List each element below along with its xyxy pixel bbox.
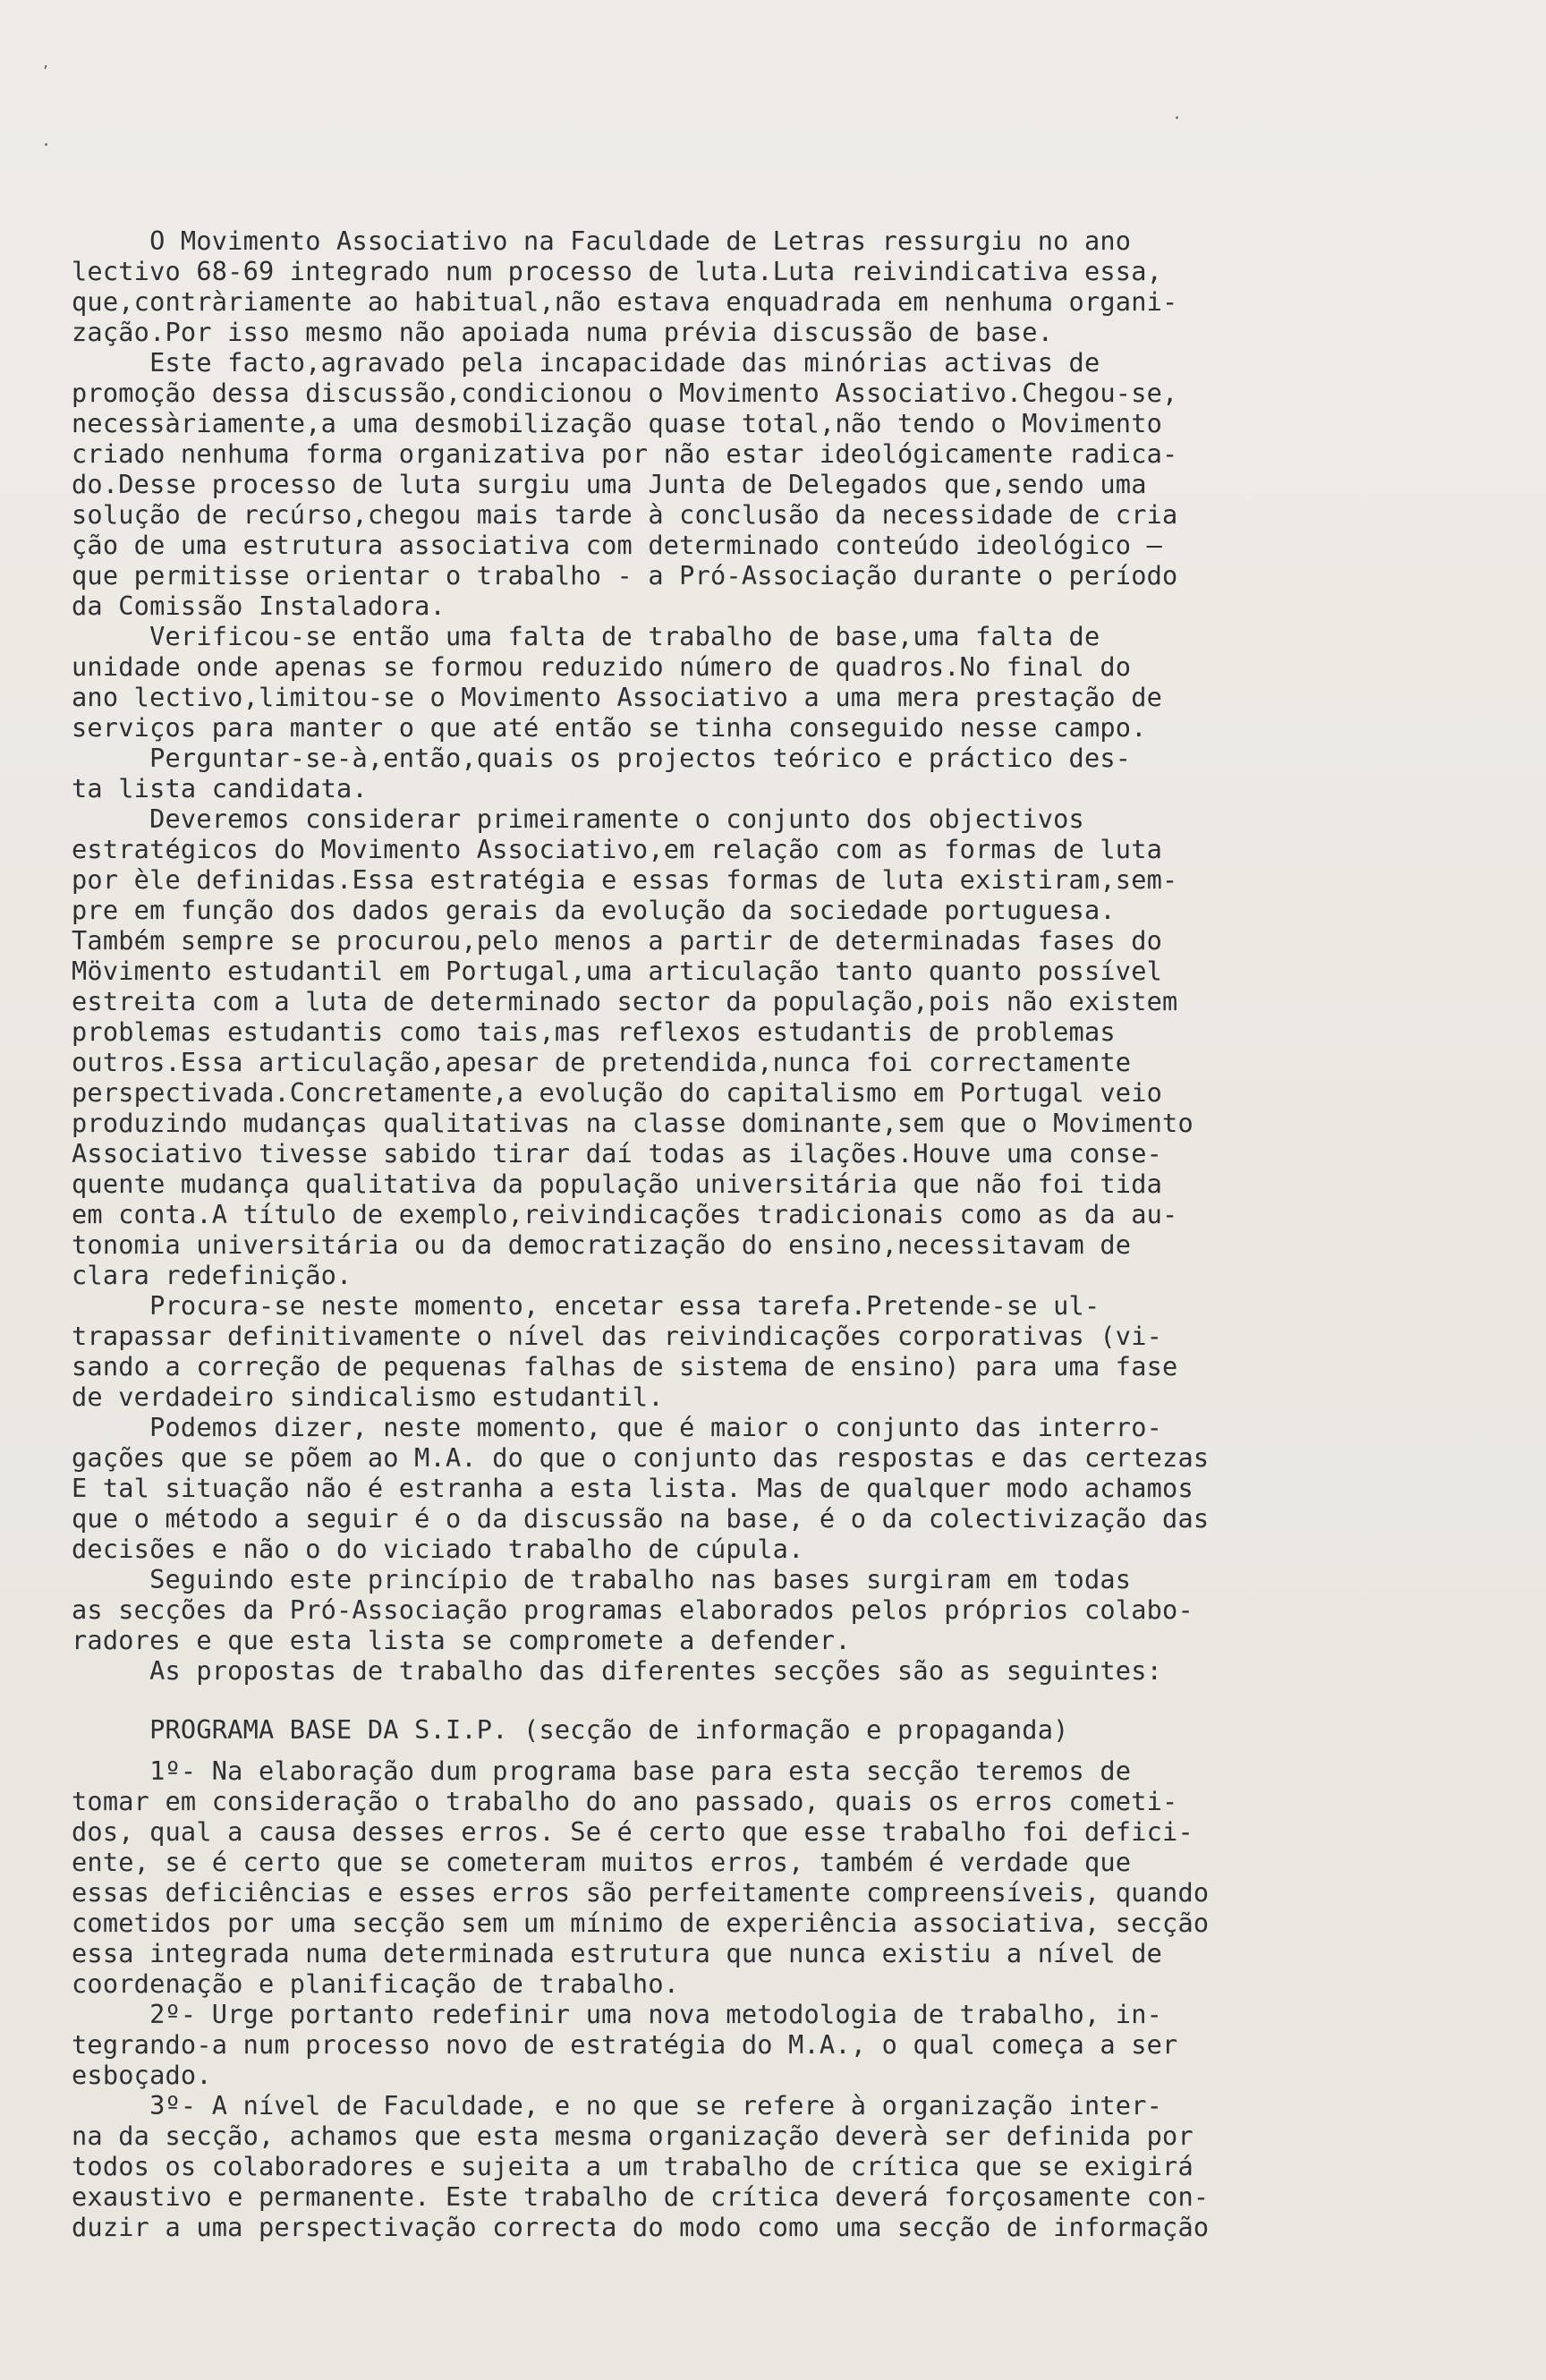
text-line: exaustivo e permanente. Este trabalho de crítica deverá forçosamente con-: [72, 2181, 1210, 2212]
text-line: decisões e não o do viciado trabalho de cúpula.: [72, 1534, 804, 1564]
text-line: Deveremos considerar primeiramente o conjunto dos objectivos: [72, 803, 1084, 834]
text-line: E tal situação não é estranha a esta lista. Mas de qualquer modo achamos: [72, 1473, 1193, 1503]
text-line: estratégicos do Movimento Associativo,em relação com as formas de luta: [72, 834, 1163, 864]
text-line: As propostas de trabalho das diferentes secções são as seguintes:: [72, 1655, 1163, 1686]
text-line: problemas estudantis como tais,mas reflexos estudantis de problemas: [72, 1016, 1116, 1047]
text-line: Verificou-se então uma falta de trabalho de base,uma falta de: [72, 621, 1100, 651]
intro-section: [72, 225, 1431, 1686]
text-line: zação.Por isso mesmo não apoiada numa prévia discussão de base.: [72, 317, 1054, 347]
text-line: 2º- Urge portanto redefinir uma nova metodologia de trabalho, in-: [72, 1999, 1163, 2029]
text-line: outros.Essa articulação,apesar de pretendida,nunca foi correctamente: [72, 1047, 1132, 1077]
text-line: ano lectivo,limitou-se o Movimento Associativo a uma mera prestação de: [72, 682, 1163, 712]
text-line: Também sempre se procurou,pelo menos a partir de determinadas fases do: [72, 925, 1163, 956]
text-line: essa integrada numa determinada estrutura que nunca existiu a nível de: [72, 1938, 1163, 1968]
text-line: lectivo 68-69 integrado num processo de luta.Luta reivindicativa essa,: [72, 256, 1163, 286]
text-line: esboçado.: [72, 2060, 212, 2090]
margin-mark: ’: [43, 63, 48, 81]
text-line: duzir a uma perspectivação correcta do modo como uma secção de informação: [72, 2212, 1210, 2242]
text-line: unidade onde apenas se formou reduzido número de quadros.No final do: [72, 651, 1132, 682]
text-line: Perguntar-se-à,então,quais os projectos teórico e práctico des-: [72, 743, 1132, 773]
text-line: Seguindo este princípio de trabalho nas bases surgiram em todas: [72, 1564, 1132, 1594]
text-line: estreita com a luta de determinado sector da população,pois não existem: [72, 986, 1178, 1016]
text-line: 3º- A nível de Faculdade, e no que se refere à organização inter-: [72, 2090, 1163, 2121]
text-line: tegrando-a num processo novo de estratégia do M.A., o qual começa a ser: [72, 2029, 1178, 2060]
text-line: ente, se é certo que se cometeram muitos erros, também é verdade que: [72, 1847, 1132, 1877]
text-line: Este facto,agravado pela incapacidade das minórias activas de: [72, 347, 1100, 378]
text-line: pre em função dos dados gerais da evolução da sociedade portuguesa.: [72, 895, 1116, 925]
text-line: que,contràriamente ao habitual,não estava enquadrada em nenhuma organi-: [72, 286, 1178, 317]
text-line: ta lista candidata.: [72, 773, 368, 803]
text-line: que permitisse orientar o trabalho - a Pró-Associação durante o período: [72, 560, 1178, 591]
text-line: dos, qual a causa desses erros. Se é certo que esse trabalho foi defici-: [72, 1816, 1193, 1847]
text-line: na da secção, achamos que esta mesma organização deverà ser definida por: [72, 2121, 1193, 2151]
ink-speck: [1176, 116, 1178, 119]
ink-speck: [45, 143, 47, 146]
document-body: [72, 225, 1431, 2242]
text-line: 1º- Na elaboração dum programa base para esta secção teremos de: [72, 1755, 1132, 1786]
text-line: essas deficiências e esses erros são perfeitamente compreensíveis, quando: [72, 1877, 1210, 1908]
text-line: O Movimento Associativo na Faculdade de Letras ressurgiu no ano: [72, 225, 1132, 256]
text-line: tomar em consideração o trabalho do ano passado, quais os erros cometi-: [72, 1786, 1178, 1816]
text-line: trapassar definitivamente o nível das reivindicações corporativas (vi-: [72, 1321, 1163, 1351]
text-line: da Comissão Instaladora.: [72, 591, 446, 621]
text-line: as secções da Pró-Associação programas elaborados pelos próprios colabo-: [72, 1594, 1193, 1625]
text-line: serviços para manter o que até então se tinha conseguido nesse campo.: [72, 712, 1147, 743]
text-line: todos os colaboradores e sujeita a um trabalho de crítica que se exigirá: [72, 2151, 1193, 2181]
text-line: gações que se põem ao M.A. do que o conjunto das respostas e das certezas: [72, 1442, 1210, 1473]
text-line: necessàriamente,a uma desmobilização quase total,não tendo o Movimento: [72, 408, 1163, 438]
text-line: de verdadeiro sindicalismo estudantil.: [72, 1381, 664, 1412]
text-line: radores e que esta lista se compromete a defender.: [72, 1625, 851, 1655]
text-line: em conta.A título de exemplo,reivindicações tradicionais como as da au-: [72, 1199, 1178, 1229]
text-line: que o método a seguir é o da discussão na base, é o da colectivização das: [72, 1503, 1210, 1534]
text-line: solução de recúrso,chegou mais tarde à conclusão da necessidade de cria: [72, 499, 1178, 530]
program-heading: PROGRAMA BASE DA S.I.P. (secção de informação e propaganda): [72, 1714, 1069, 1745]
text-line: perspectivada.Concretamente,a evolução do capitalismo em Portugal veio: [72, 1077, 1163, 1108]
text-line: promoção dessa discussão,condicionou o Movimento Associativo.Chegou-se,: [72, 378, 1178, 408]
text-line: tonomia universitária ou da democratização do ensino,necessitavam de: [72, 1229, 1132, 1260]
text-line: coordenação e planificação de trabalho.: [72, 1968, 680, 1999]
text-line: Mövimento estudantil em Portugal,uma articulação tanto quanto possível: [72, 956, 1163, 986]
program-section: [72, 1755, 1431, 2242]
text-line: criado nenhuma forma organizativa por não estar ideológicamente radica-: [72, 438, 1178, 469]
text-line: Associativo tivesse sabido tirar daí todas as ilações.Houve uma conse-: [72, 1138, 1163, 1169]
text-line: clara redefinição.: [72, 1260, 353, 1290]
text-line: Procura-se neste momento, encetar essa tarefa.Pretende-se ul-: [72, 1290, 1100, 1321]
text-line: sando a correção de pequenas falhas de sistema de ensino) para uma fase: [72, 1351, 1178, 1381]
text-line: quente mudança qualitativa da população universitária que não foi tida: [72, 1169, 1163, 1199]
text-line: produzindo mudanças qualitativas na classe dominante,sem que o Movimento: [72, 1108, 1193, 1138]
text-line: do.Desse processo de luta surgiu uma Junta de Delegados que,sendo uma: [72, 469, 1147, 499]
text-line: cometidos por uma secção sem um mínimo de experiência associativa, secção: [72, 1908, 1210, 1938]
text-line: por èle definidas.Essa estratégia e essas formas de luta existiram,sem-: [72, 864, 1178, 895]
text-line: Podemos dizer, neste momento, que é maior o conjunto das interro-: [72, 1412, 1163, 1442]
text-line: ção de uma estrutura associativa com determinado conteúdo ideológico —: [72, 530, 1163, 560]
